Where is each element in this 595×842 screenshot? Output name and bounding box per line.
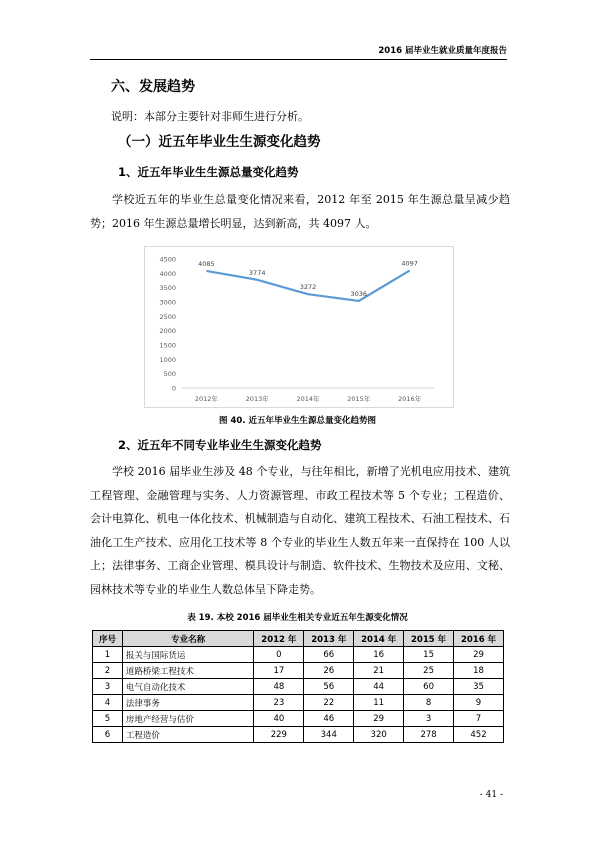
table-cell: 60 <box>404 679 454 695</box>
subsection-title: （一）近五年毕业生生源变化趋势 <box>118 134 321 150</box>
figure-caption: 图 40. 近五年毕业生生源总量变化趋势图 <box>219 416 376 426</box>
table-cell: 18 <box>454 663 504 679</box>
part2-title: 2、近五年不同专业毕业生生源变化趋势 <box>118 438 322 452</box>
table-cell: 3 <box>93 679 123 695</box>
table-cell: 44 <box>354 679 404 695</box>
table-cell: 46 <box>304 711 354 727</box>
y-tick-label: 500 <box>163 370 176 379</box>
table-cell: 0 <box>254 647 304 663</box>
y-tick-label: 3500 <box>159 284 176 293</box>
table-cell: 1 <box>93 647 123 663</box>
table-cell: 11 <box>354 695 404 711</box>
table-header-cell: 2016 年 <box>454 631 504 647</box>
table-cell: 25 <box>404 663 454 679</box>
table-cell: 8 <box>404 695 454 711</box>
table-cell: 15 <box>404 647 454 663</box>
data-label: 3774 <box>248 268 266 277</box>
data-label: 3036 <box>350 289 368 298</box>
major-name-cell: 法律事务 <box>122 695 253 711</box>
major-name-cell: 报关与国际货运 <box>122 647 253 663</box>
table-cell: 23 <box>254 695 304 711</box>
table-cell: 2 <box>93 663 123 679</box>
table-header-cell: 2015 年 <box>404 631 454 647</box>
table-cell: 35 <box>454 679 504 695</box>
table-cell: 452 <box>454 727 504 743</box>
table-cell: 48 <box>254 679 304 695</box>
table-row <box>93 679 504 695</box>
x-tick-label: 2012年 <box>194 395 218 403</box>
table-row <box>93 663 504 679</box>
table-cell: 40 <box>254 711 304 727</box>
table-header-cell: 专业名称 <box>122 631 253 647</box>
y-tick-label: 0 <box>171 384 176 393</box>
y-tick-label: 1000 <box>159 355 176 364</box>
table-row <box>93 727 504 743</box>
y-tick-label: 3000 <box>159 298 176 307</box>
part1-title: 1、近五年毕业生生源总量变化趋势 <box>118 165 299 179</box>
table-cell: 6 <box>93 727 123 743</box>
table-cell: 278 <box>404 727 454 743</box>
table-cell: 229 <box>254 727 304 743</box>
data-label: 4097 <box>401 259 418 268</box>
table-header-row <box>93 631 504 647</box>
table-cell: 26 <box>304 663 354 679</box>
table-body <box>93 647 504 743</box>
table-cell: 56 <box>304 679 354 695</box>
major-name-cell: 工程造价 <box>122 727 253 743</box>
part1-paragraph: 学校近五年的毕业生总量变化情况来看，2012 年至 2015 年生源总量呈减少趋势；2016 年生源总量增长明显，达到新高，共 4097 人。 <box>90 193 510 230</box>
table-cell: 16 <box>354 647 404 663</box>
enrollment-table <box>92 630 504 743</box>
table-cell: 17 <box>254 663 304 679</box>
page-number: - 41 - <box>479 790 503 800</box>
major-name-cell: 房地产经营与估价 <box>122 711 253 727</box>
table-row <box>93 711 504 727</box>
y-tick-label: 4500 <box>159 255 176 264</box>
x-tick-label: 2016年 <box>398 395 422 403</box>
running-header <box>90 44 507 60</box>
x-tick-label: 2014年 <box>296 395 320 403</box>
table-caption: 表 19. 本校 2016 届毕业生相关专业近五年生源变化情况 <box>187 613 408 623</box>
table-cell: 5 <box>93 711 123 727</box>
table-cell: 9 <box>454 695 504 711</box>
x-tick-label: 2015年 <box>347 395 371 403</box>
table-cell: 7 <box>454 711 504 727</box>
header-title: 2016 届毕业生就业质量年度报告 <box>378 46 507 56</box>
table-header-cell: 2014 年 <box>354 631 404 647</box>
data-label: 4085 <box>198 259 215 268</box>
x-tick-label: 2013年 <box>245 395 269 403</box>
y-tick-label: 4000 <box>159 269 176 278</box>
chart-svg <box>145 247 453 407</box>
data-label: 3272 <box>299 283 317 292</box>
y-tick-label: 1500 <box>159 341 176 350</box>
table-row <box>93 695 504 711</box>
table-row <box>93 647 504 663</box>
table-header-cell: 序号 <box>93 631 123 647</box>
table-cell: 320 <box>354 727 404 743</box>
table-cell: 21 <box>354 663 404 679</box>
table-cell: 344 <box>304 727 354 743</box>
section-note: 说明：本部分主要针对非师生进行分析。 <box>111 110 309 123</box>
table-cell: 29 <box>354 711 404 727</box>
y-tick-label: 2000 <box>159 327 176 336</box>
table-header-cell: 2013 年 <box>304 631 354 647</box>
major-name-cell: 道路桥梁工程技术 <box>122 663 253 679</box>
table-cell: 4 <box>93 695 123 711</box>
table-header-cell: 2012 年 <box>254 631 304 647</box>
line-chart <box>144 246 454 408</box>
part2-paragraph: 学校 2016 届毕业生涉及 48 个专业，与往年相比，新增了光机电应用技术、建筑工程管理、金融管理与实务、人力资源管理、市政工程技术等 5 个专业；工程造价、会计电算化、机电一体化技术、机械制造与自动化、建筑工程技术、石油工程技术、石油化工生产技术、应用化工技术等 8 个专业的毕业生人数五年来一直保持在 100 人以上；法律事务、工商企业管理、模具设计与制造、软件技术、生物技术及应用、文秘、园林技术等专业的毕业生人数总体呈下降走势。 <box>90 465 510 596</box>
table-cell: 66 <box>304 647 354 663</box>
section-title: 六、发展趋势 <box>111 79 195 95</box>
table-cell: 22 <box>304 695 354 711</box>
table-cell: 3 <box>404 711 454 727</box>
y-tick-label: 2500 <box>159 312 176 321</box>
table-cell: 29 <box>454 647 504 663</box>
major-name-cell: 电气自动化技术 <box>122 679 253 695</box>
